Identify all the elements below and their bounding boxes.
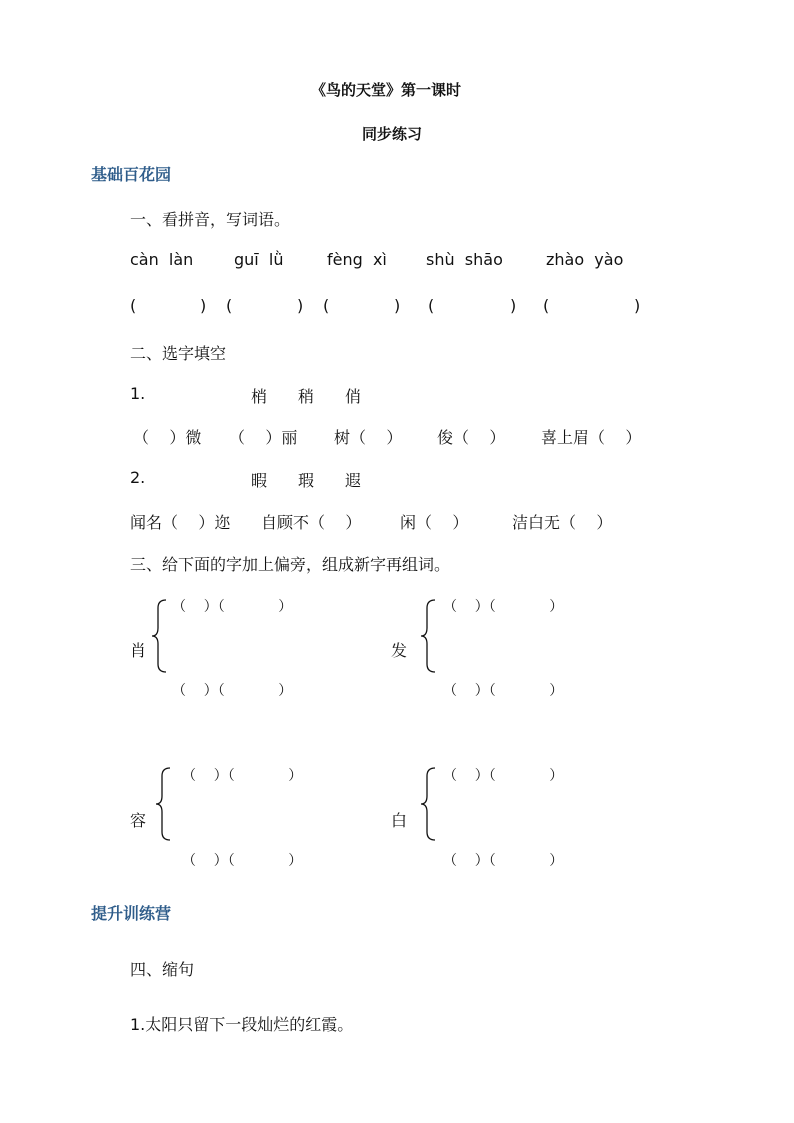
answer-blank-pair[interactable]: （ ）（ ） bbox=[443, 853, 564, 869]
fill-item[interactable]: 闻名（ ）迩 bbox=[130, 513, 231, 532]
question-4-heading: 四、缩句 bbox=[130, 960, 195, 979]
base-char: 发 bbox=[391, 641, 408, 660]
fill-item[interactable]: 俊（ ） bbox=[437, 428, 506, 447]
question-1-heading: 一、看拼音，写词语。 bbox=[130, 210, 291, 229]
fill-item[interactable]: （ ）丽 bbox=[229, 428, 298, 447]
choice-char: 瑕 bbox=[298, 471, 315, 490]
brace-icon bbox=[419, 598, 437, 674]
base-char: 容 bbox=[130, 811, 147, 830]
answer-blank-pair[interactable]: （ ）（ ） bbox=[172, 599, 293, 615]
answer-blank-open[interactable]: ( bbox=[226, 296, 233, 315]
page-title: 《鸟的天堂》第一课时 bbox=[311, 81, 462, 99]
group-2-number: 2. bbox=[130, 468, 146, 487]
fill-item[interactable]: 闲（ ） bbox=[400, 513, 469, 532]
choice-char: 遐 bbox=[345, 471, 362, 490]
choice-char: 稍 bbox=[298, 387, 315, 406]
group-1-number: 1. bbox=[130, 384, 146, 403]
answer-blank-close[interactable]: ) bbox=[394, 296, 401, 315]
answer-blank-pair[interactable]: （ ）（ ） bbox=[182, 768, 303, 784]
question-2-heading: 二、选字填空 bbox=[130, 344, 227, 363]
fill-item[interactable]: 自顾不（ ） bbox=[261, 513, 362, 532]
answer-blank-close[interactable]: ) bbox=[297, 296, 304, 315]
question-4-item-1: 1.太阳只留下一段灿烂的红霞。 bbox=[130, 1015, 354, 1034]
fill-item[interactable]: 树（ ） bbox=[334, 428, 403, 447]
choice-char: 暇 bbox=[251, 471, 268, 490]
fill-item[interactable]: （ ）微 bbox=[133, 428, 202, 447]
question-3-heading: 三、给下面的字加上偏旁，组成新字再组词。 bbox=[130, 555, 451, 574]
base-char: 肖 bbox=[130, 641, 147, 660]
base-char: 白 bbox=[391, 811, 408, 830]
answer-blank-open[interactable]: ( bbox=[428, 296, 435, 315]
brace-icon bbox=[150, 598, 168, 674]
choice-char: 梢 bbox=[251, 387, 268, 406]
pinyin-4: shù shāo bbox=[426, 250, 503, 269]
answer-blank-open[interactable]: ( bbox=[130, 296, 137, 315]
answer-blank-pair[interactable]: （ ）（ ） bbox=[182, 853, 303, 869]
answer-blank-close[interactable]: ) bbox=[200, 296, 207, 315]
pinyin-1: càn làn bbox=[130, 250, 194, 269]
answer-blank-open[interactable]: ( bbox=[543, 296, 550, 315]
answer-blank-pair[interactable]: （ ）（ ） bbox=[443, 683, 564, 699]
answer-blank-pair[interactable]: （ ）（ ） bbox=[443, 599, 564, 615]
answer-blank-open[interactable]: ( bbox=[323, 296, 330, 315]
page-subtitle: 同步练习 bbox=[362, 125, 423, 143]
fill-item[interactable]: 喜上眉（ ） bbox=[541, 428, 642, 447]
answer-blank-close[interactable]: ) bbox=[634, 296, 641, 315]
pinyin-2: guī lǜ bbox=[234, 250, 284, 269]
brace-icon bbox=[154, 766, 172, 842]
answer-blank-pair[interactable]: （ ）（ ） bbox=[443, 768, 564, 784]
answer-blank-pair[interactable]: （ ）（ ） bbox=[172, 683, 293, 699]
section-heading-basic: 基础百花园 bbox=[91, 165, 172, 184]
answer-blank-close[interactable]: ) bbox=[510, 296, 517, 315]
section-heading-advanced: 提升训练营 bbox=[91, 904, 172, 923]
brace-icon bbox=[419, 766, 437, 842]
pinyin-3: fèng xì bbox=[327, 250, 387, 269]
pinyin-5: zhào yào bbox=[546, 250, 624, 269]
fill-item[interactable]: 洁白无（ ） bbox=[512, 513, 613, 532]
choice-char: 俏 bbox=[345, 387, 362, 406]
